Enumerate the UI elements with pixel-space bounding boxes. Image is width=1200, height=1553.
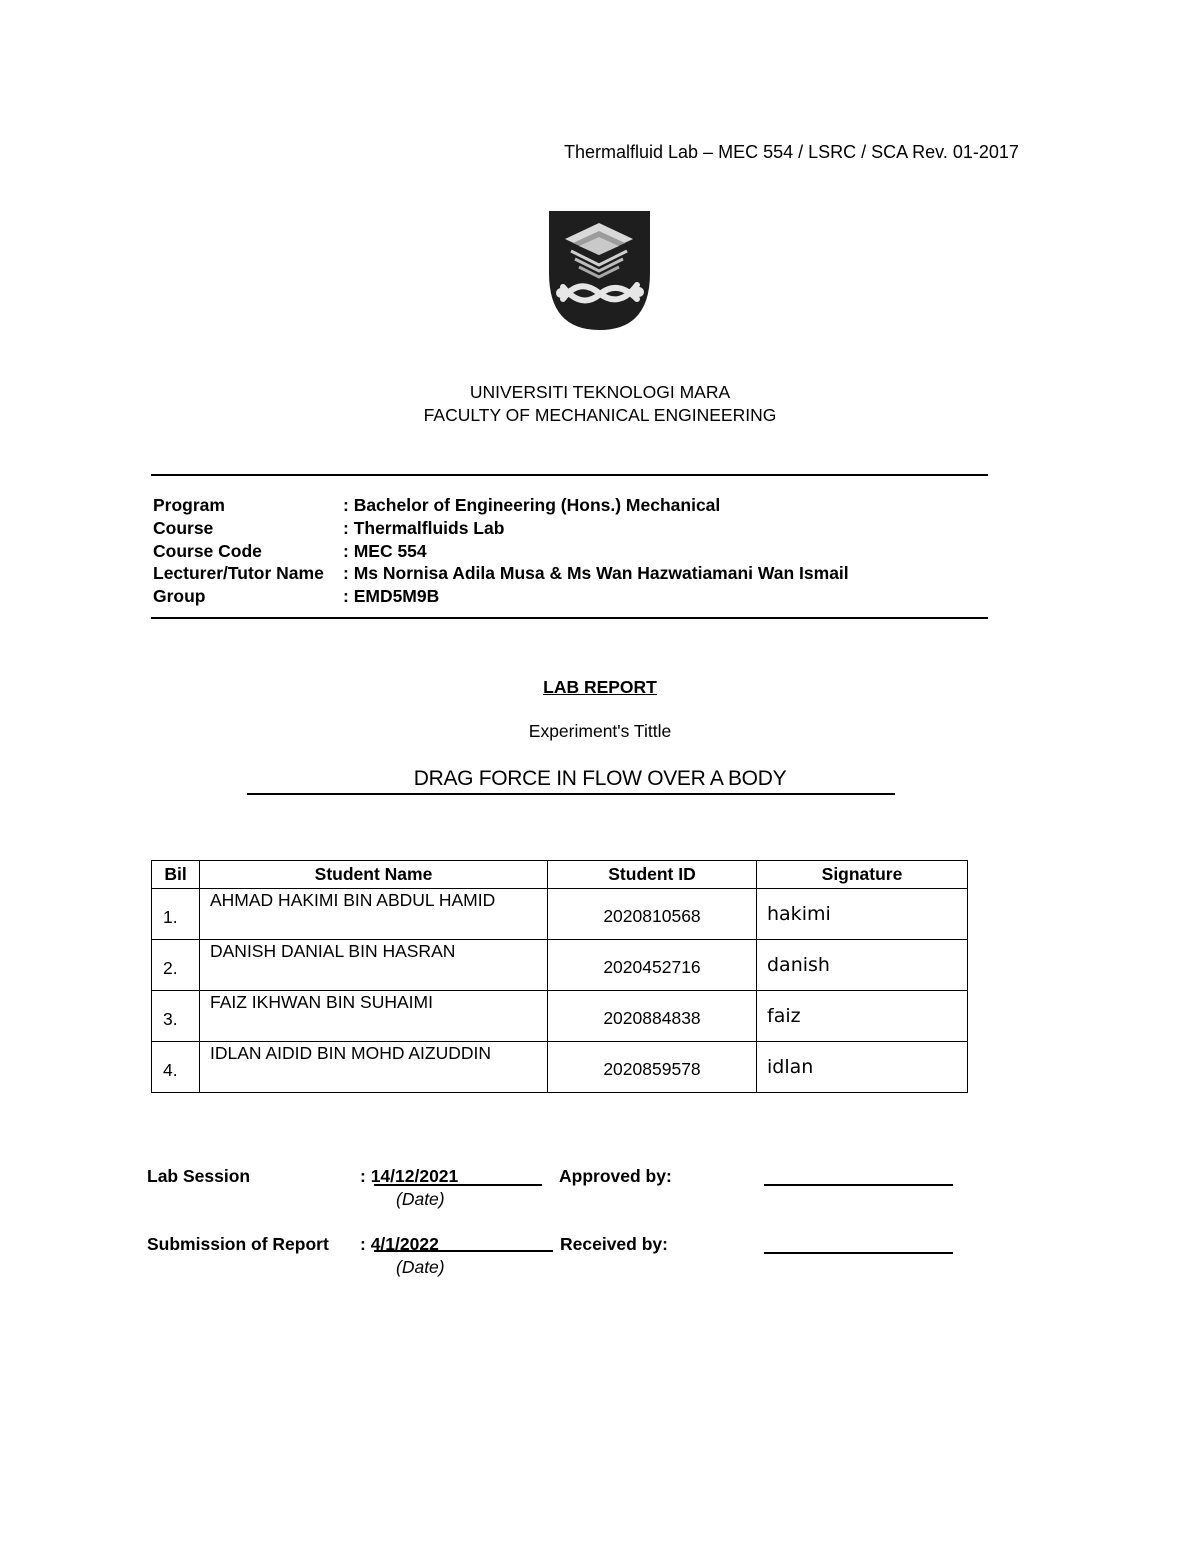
info-label: Course: [153, 517, 214, 538]
faculty-name: FACULTY OF MECHANICAL ENGINEERING: [423, 405, 777, 425]
row-number: 4.: [152, 1042, 200, 1093]
info-label: Group: [153, 586, 206, 607]
experiment-title-underline: [247, 793, 895, 795]
submission-label: Submission of Report: [147, 1234, 329, 1254]
table-header-row: [152, 861, 968, 889]
info-value: : MEC 554: [343, 540, 427, 561]
student-signature: idlan: [757, 1042, 968, 1093]
column-header-bil: Bil: [152, 861, 200, 889]
student-signature: hakimi: [757, 889, 968, 940]
submission-value: : 4/1/2022: [360, 1234, 439, 1254]
table-row: [152, 991, 968, 1042]
received-by-signature-line: [764, 1252, 953, 1254]
university-crest-logo: [549, 211, 650, 330]
course-info-block: [153, 494, 849, 608]
approved-by-label: Approved by:: [559, 1166, 672, 1186]
row-number: 1.: [152, 889, 200, 940]
student-id: 2020810568: [548, 889, 757, 940]
table-row: [152, 940, 968, 991]
student-id: 2020452716: [548, 940, 757, 991]
experiment-title-label: Experiment's Tittle: [528, 721, 672, 741]
lab-session-value: : 14/12/2021: [360, 1166, 459, 1186]
row-number: 2.: [152, 940, 200, 991]
lab-report-heading-text: LAB REPORT: [543, 677, 657, 697]
student-id: 2020859578: [548, 1042, 757, 1093]
table-row: [152, 1042, 968, 1093]
student-id: 2020884838: [548, 991, 757, 1042]
info-row-group: [153, 585, 849, 608]
info-row-course: [153, 517, 849, 540]
column-header-student-name: Student Name: [200, 861, 548, 889]
info-label: Lecturer/Tutor Name: [153, 563, 324, 584]
lab-session-underline: [374, 1184, 542, 1186]
bottom-divider: [151, 617, 988, 619]
column-header-student-id: Student ID: [548, 861, 757, 889]
submission-underline: [374, 1250, 553, 1252]
lab-report-heading: [0, 677, 1200, 698]
column-header-signature: Signature: [757, 861, 968, 889]
info-row-program: [153, 494, 849, 517]
info-value: : Thermalfluids Lab: [343, 517, 505, 538]
student-name: DANISH DANIAL BIN HASRAN: [200, 940, 548, 991]
top-divider: [151, 474, 988, 476]
info-label: Course Code: [153, 540, 262, 561]
info-value: : EMD5M9B: [343, 586, 440, 607]
student-name: FAIZ IKHWAN BIN SUHAIMI: [200, 991, 548, 1042]
info-row-course-code: [153, 540, 849, 563]
info-value: : Bachelor of Engineering (Hons.) Mechanical: [343, 495, 721, 515]
lab-session-label: Lab Session: [147, 1166, 251, 1186]
table-row: [152, 889, 968, 940]
submission-date-hint: (Date): [396, 1257, 445, 1277]
students-table: [151, 860, 968, 1093]
received-by-label: Received by:: [560, 1234, 668, 1254]
student-name: IDLAN AIDID BIN MOHD AIZUDDIN: [200, 1042, 548, 1093]
info-row-lecturer: [153, 562, 849, 585]
approved-by-signature-line: [764, 1184, 953, 1186]
student-signature: faiz: [757, 991, 968, 1042]
experiment-title: DRAG FORCE IN FLOW OVER A BODY: [413, 767, 787, 790]
institution-block: [0, 381, 1200, 427]
row-number: 3.: [152, 991, 200, 1042]
student-signature: danish: [757, 940, 968, 991]
document-reference: Thermalfluid Lab – MEC 554 / LSRC / SCA Rev. 01-2017: [564, 142, 1019, 162]
student-name: AHMAD HAKIMI BIN ABDUL HAMID: [200, 889, 548, 940]
info-value: : Ms Nornisa Adila Musa & Ms Wan Hazwatiamani Wan Ismail: [343, 563, 849, 584]
info-label: Program: [153, 495, 225, 515]
university-name: UNIVERSITI TEKNOLOGI MARA: [469, 382, 731, 402]
lab-session-date-hint: (Date): [396, 1189, 445, 1209]
